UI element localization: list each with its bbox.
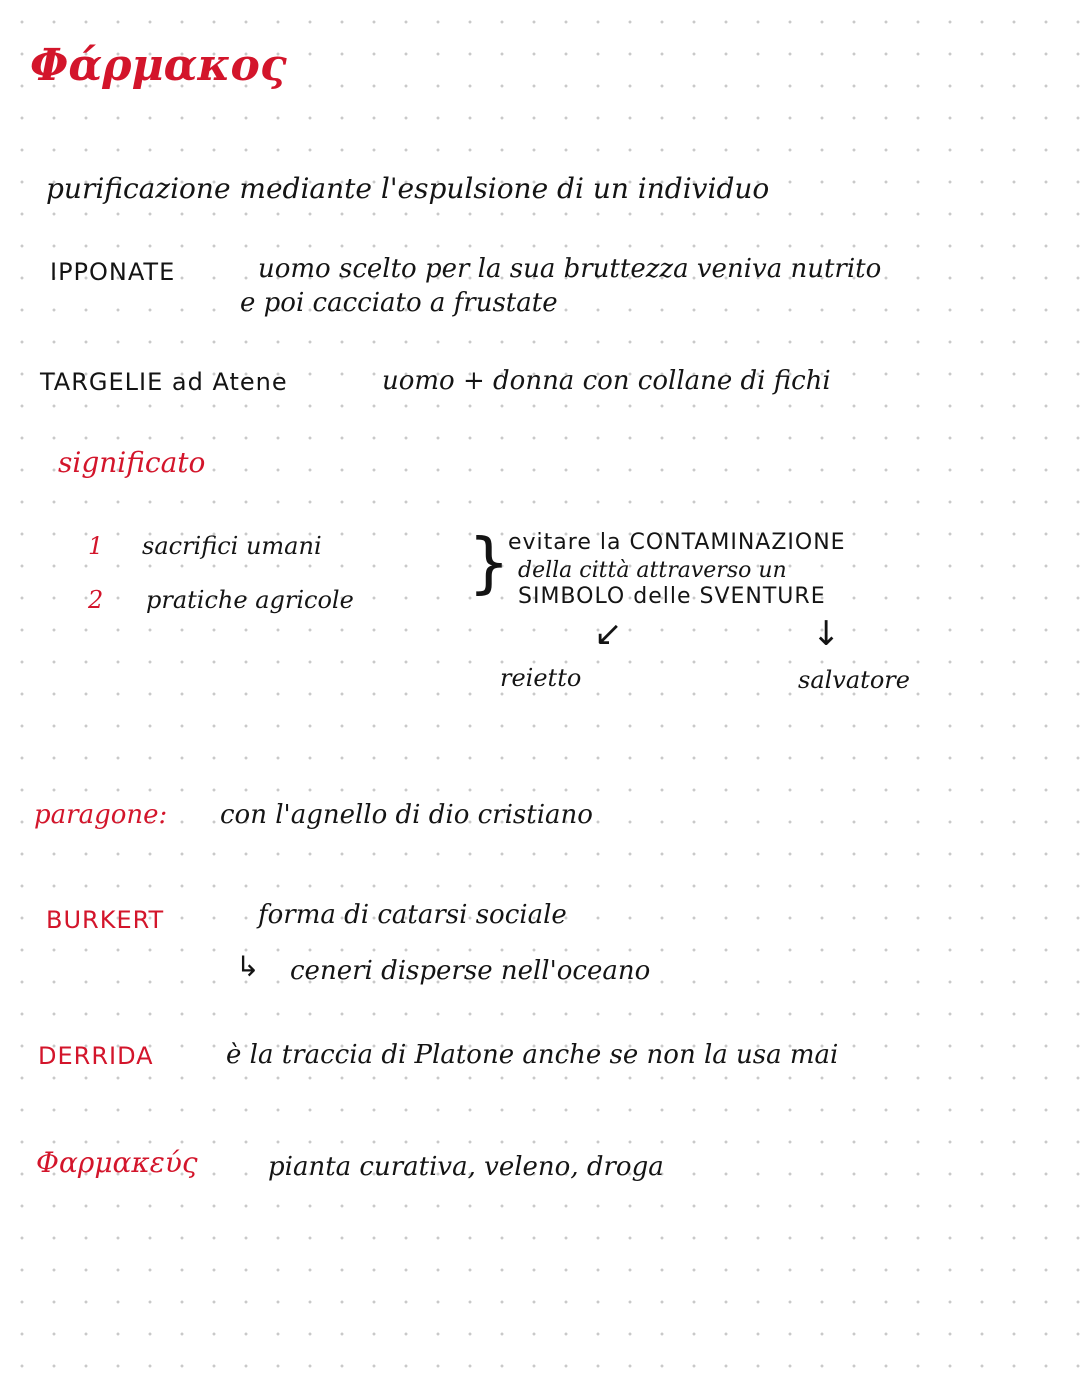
item-number-1: 1 (88, 532, 104, 560)
ipponatte-label: IPPONATE (50, 258, 176, 286)
derrida-label: DERRIDA (38, 1042, 154, 1070)
burkert-line2: ceneri disperse nell'oceano (290, 956, 651, 986)
item-text-1: sacrifici umani (142, 532, 322, 560)
outcome-salvatore: salvatore (798, 666, 910, 694)
ipponatte-line2: e poi cacciato a frustate (240, 288, 558, 318)
burkert-label: BURKERT (46, 906, 165, 934)
paragone-text: con l'agnello di dio cristiano (220, 800, 593, 830)
targelie-text: uomo + donna con collane di fichi (382, 366, 831, 396)
pharmakeus-text: pianta curativa, veleno, droga (268, 1152, 664, 1182)
significato-heading: significato (58, 446, 206, 479)
explanation-line1: evitare la CONTAMINAZIONE (508, 530, 846, 555)
pharmakeus-label: Φαρμακεύς (36, 1146, 198, 1179)
ipponatte-line1: uomo scelto per la sua bruttezza veniva nutrito (258, 254, 882, 284)
page-title: Φάρμακος (30, 40, 287, 91)
return-arrow-icon: ↳ (236, 950, 260, 983)
explanation-line2: della città attraverso un (518, 558, 787, 583)
paragone-label: paragone: (34, 800, 168, 830)
explanation-line3: SIMBOLO delle SVENTURE (518, 584, 826, 609)
targelie-label: TARGELIE ad Atene (40, 368, 288, 396)
item-text-2: pratiche agricole (146, 586, 354, 614)
arrow-down-icon: ↓ (812, 614, 841, 654)
item-number-2: 2 (88, 586, 104, 614)
burkert-line1: forma di catarsi sociale (258, 900, 567, 930)
outcome-reietto: reietto (500, 664, 582, 692)
derrida-text: è la traccia di Platone anche se non la usa mai (226, 1040, 839, 1070)
definition-text: purificazione mediante l'espulsione di un individuo (46, 172, 770, 205)
right-brace-icon: } (468, 524, 510, 601)
arrow-down-left-icon: ↙ (594, 614, 623, 654)
